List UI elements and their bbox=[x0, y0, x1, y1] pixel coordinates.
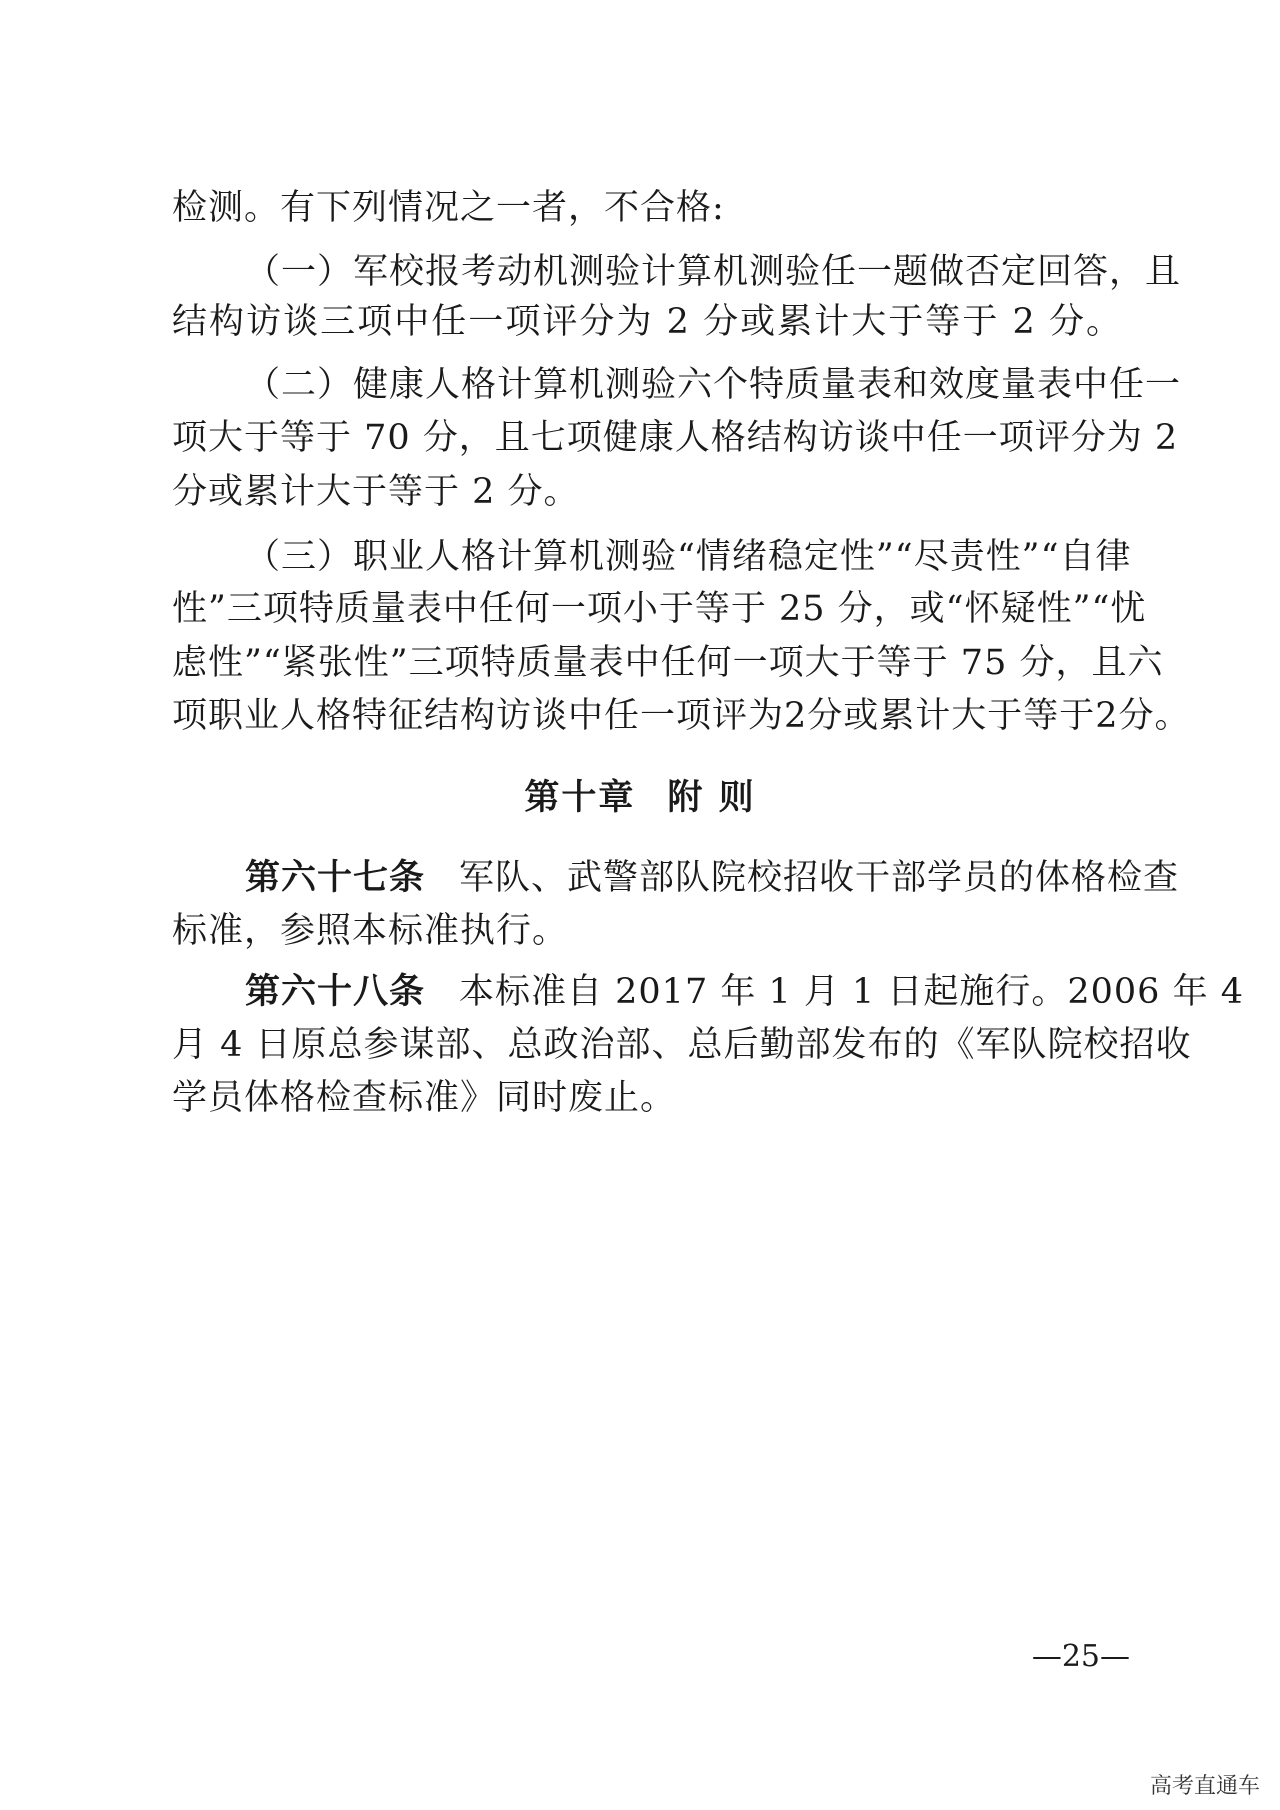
text-line: 项大于等于 70 分，且七项健康人格结构访谈中任一项评分为 2 bbox=[172, 418, 1179, 458]
chapter-heading bbox=[0, 778, 1280, 818]
text-line: 项职业人格特征结构访谈中任一项评为2分或累计大于等于2分。 bbox=[172, 696, 1191, 736]
watermark-text: 高考直通车 bbox=[1149, 1774, 1260, 1799]
chapter-number: 第十章 bbox=[524, 778, 636, 818]
text-line: 性”三项特质量表中任何一项小于等于 25 分，或“怀疑性”“忧 bbox=[172, 589, 1147, 629]
page-number: —25— bbox=[1031, 1639, 1130, 1674]
article-label: 第六十八条 bbox=[245, 972, 426, 1012]
text-line: 分或累计大于等于 2 分。 bbox=[172, 472, 580, 512]
text-line: （二）健康人格计算机测验六个特质量表和效度量表中任一 bbox=[245, 365, 1182, 405]
article-68-line bbox=[245, 972, 1244, 1012]
article-text: 本标准自 2017 年 1 月 1 日起施行。2006 年 4 bbox=[459, 972, 1244, 1012]
article-text: 军队、武警部队院校招收干部学员的体格检查 bbox=[459, 858, 1180, 898]
article-label: 第六十七条 bbox=[245, 858, 426, 898]
chapter-title: 附 则 bbox=[667, 778, 756, 818]
text-line: 标准，参照本标准执行。 bbox=[172, 911, 569, 951]
text-line: 结构访谈三项中任一项评分为 2 分或累计大于等于 2 分。 bbox=[172, 302, 1122, 342]
text-line: （三）职业人格计算机测验“情绪稳定性”“尽责性”“自律 bbox=[245, 537, 1132, 577]
text-line: 虑性”“紧张性”三项特质量表中任何一项大于等于 75 分，且六 bbox=[172, 643, 1164, 683]
text-line: （一）军校报考动机测验计算机测验任一题做否定回答，且 bbox=[245, 252, 1182, 292]
article-67-line bbox=[245, 858, 1180, 898]
text-line: 学员体格检查标准》同时废止。 bbox=[172, 1078, 677, 1118]
text-line: 月 4 日原总参谋部、总政治部、总后勤部发布的《军队院校招收 bbox=[172, 1025, 1192, 1065]
text-line: 检测。有下列情况之一者，不合格: bbox=[172, 188, 725, 228]
